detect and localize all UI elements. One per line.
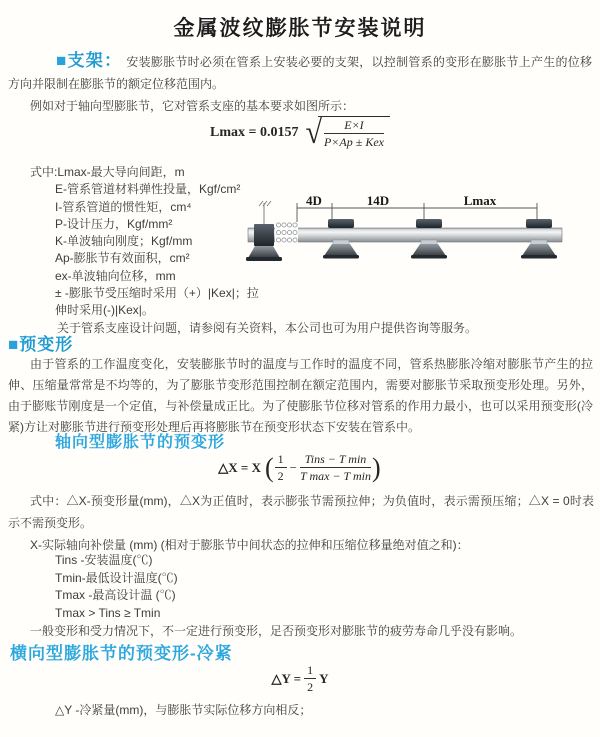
fraction-numerator: 1 — [304, 663, 316, 679]
dim-label-4d: 4D — [306, 194, 322, 208]
section-bullet-icon: ■ — [56, 51, 67, 70]
definition-item: K-单波轴向刚度；Kgf/mm — [55, 234, 193, 249]
lateral-note: △Y -冷紧量(mm)，与膨胀节实际位移方向相反； — [55, 703, 312, 717]
preform-section-heading — [8, 330, 77, 355]
fraction-half — [275, 452, 287, 484]
axial-x-definition: X-实际轴向补偿量 (mm) (相对于膨胀节中间状态的拉伸和压缩位移量绝对值之和)： — [30, 538, 469, 552]
lateral-preform-formula — [0, 663, 600, 695]
support-example-line: 例如对于轴向型膨胀节，它对管系支座的基本要求如图所示： — [30, 99, 355, 113]
t-definition: Tins -安装温度(℃) — [55, 553, 153, 567]
close-paren: ) — [372, 452, 381, 483]
definition-item: ± -膨胀节受压缩时采用（+）|Kex|；拉伸时采用(-)|Kex|。 — [55, 286, 259, 318]
section-bullet-icon: ■ — [8, 335, 19, 354]
definitions-intro: 式中:Lmax-最大导向间距，m — [30, 165, 185, 179]
definition-item: I-管系管道的惯性矩，cm⁴ — [55, 199, 192, 214]
lmax-formula — [0, 116, 600, 150]
definition-item: Ap-膨胀节有效面积，cm² — [55, 251, 190, 266]
open-paren: ( — [264, 452, 274, 483]
formula-lhs: △X = X — [218, 459, 261, 475]
axial-subsection-heading: 轴向型膨胀节的预变形 — [55, 434, 226, 451]
fraction-temperature — [300, 452, 371, 484]
temperature-definitions — [55, 552, 178, 622]
fraction-numerator: E×I — [324, 118, 384, 134]
axial-note: 一般变形和受力情况下，不一定进行预变形，足否预变形对膨胀节的疲劳寿命几乎没有影响。 — [30, 624, 523, 638]
preform-heading-text: 预变形 — [19, 335, 74, 354]
formula-lhs: Lmax = 0.0157 — [210, 124, 299, 140]
radical-sign: √ — [305, 114, 322, 151]
t-definition: Tmin-最低设计温度(℃) — [55, 570, 178, 585]
support-note: 关于管系支座设计问题，请参阅有关资料，本公司也可为用户提供咨询等服务。 — [57, 320, 478, 335]
formula-lhs: △Y = — [271, 670, 302, 686]
axial-preform-formula — [0, 452, 600, 484]
minus-sign: − — [289, 459, 297, 475]
fraction-denominator: P×Ap ± Kex — [323, 135, 384, 150]
definition-item: E-管系管道材料弹性投量，Kgf/cm² — [55, 182, 241, 197]
fraction-denominator: 2 — [307, 680, 314, 695]
lateral-subsection-heading: 横向型膨胀节的预变形-冷紧 — [10, 644, 233, 663]
fraction-numerator: Tins − T min — [300, 452, 371, 468]
t-definition: Tmax > Tins ≥ Tmin — [55, 605, 161, 620]
bellows — [275, 222, 298, 247]
fraction-half — [304, 663, 316, 695]
page-title: 金属波纹膨胀节安装说明 — [173, 17, 427, 40]
axial-where-paragraph: 式中：△X-预变形量(mm)，△X为正值时，表示膨张节需预拉伸；为负值时，表示需预压缩；△X = 0时表示不需预变形。 — [8, 494, 594, 530]
preform-paragraph: 由于管系的工作温度变化，安装膨胀节时的温度与工作时的温度不同，管系热膨胀冷缩对膨胀节产生的拉伸、压缩量常常是不均等的，为了膨胀节变形范围控制在额定范围内，需要对膨胀节采取预变形处理。另外，由于膨账节刚度是一个定值，与补偿量成正比。为了使膨胀节位移对管系的作用力最小，也可以采用预变形(冷紧)方让对膨胀节进行预变形处理后再将膨胀节在预变形状态下安装在管系中。 — [8, 357, 593, 434]
fraction-numerator: 1 — [275, 452, 287, 468]
dim-label-14d: 14D — [366, 194, 390, 208]
radical-body — [318, 116, 390, 150]
anchor-symbol — [259, 201, 271, 224]
dim-label-lmax: Lmax — [463, 194, 497, 208]
fraction-denominator: T max − T min — [300, 469, 372, 484]
support-section-heading: 支架： — [67, 51, 123, 70]
support-intro-text: 安装膨胀节时必须在管系上安装必要的支架，以控制管系的变形在膨胀节上产生的位移方向并限制在膨胀节的额定位移范围内。 — [8, 55, 592, 91]
definition-item: P-设计压力，Kgf/mm² — [55, 216, 173, 231]
pipe-support-diagram — [242, 194, 598, 286]
fraction-denominator: 2 — [277, 469, 284, 484]
formula-rhs: Y — [319, 670, 329, 686]
t-definition: Tmax -最高设计温 (℃) — [55, 588, 176, 603]
definition-item: ex-单波轴向位移，mm — [55, 268, 176, 283]
fraction — [324, 118, 384, 150]
support-intro-paragraph — [8, 50, 592, 95]
